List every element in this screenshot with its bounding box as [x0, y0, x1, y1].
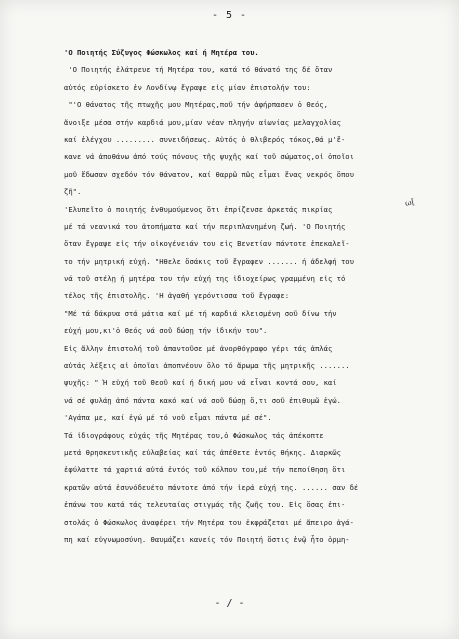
text-line: ἐφύλαττε τά χαρτιά αὐτά ἐντός τοῦ κόλπου του,μέ τήν πεποίθηση ὅτι [64, 465, 346, 475]
document-body [64, 44, 442, 548]
text-line: το τήν μητρική εὐχή. "Ηθελε ὅσάκις τοῦ ἔγραφεν ....... ή ἀδελφή του [64, 256, 354, 266]
handwritten-note: ω[ [404, 197, 416, 208]
text-line: ψυχῆς: " Ἡ εὐχή τοῦ Θεοῦ καί ή δική μου νά εἶναι κοντά σου, καί [64, 378, 337, 388]
text-line: ἐπάνω του κατά τάς τελευταίας στιγμάς τῆς ζωῆς του. Εἰς ὅσας ἐπι- [64, 500, 346, 510]
text-line: μοῦ ἔδωσαν σχεδόν τόν θάνατον, καί θαρρῶ πῶς εἶμαι ἕνας νεκρός ὅπου [64, 169, 354, 179]
text-line: αὐτός εὑρίσκετο ἐν Λονδίνῳ ἔγραψε εἰς μίαν ἐπιστολήν του: [64, 82, 311, 92]
text-line: τέλος τῆς ἐπιστολῆς. 'Η ἀγαθή γερόντισσα τοῦ ἔγραφε: [64, 291, 290, 301]
text-line: 'Ο Ποιητής ἐλάτρευε τή Μητέρα του, κατά τό θάνατό της δέ ὅταν [64, 65, 333, 75]
text-line: νά τοῦ στέλῃ ή μητέρα του τήν εὐχή της ἰδιοχείρως γραμμένη εἰς τό [64, 274, 346, 284]
text-line: ζῆ". [64, 187, 82, 197]
text-line: Τά ἰδιογράφους εὐχάς τῆς Μητέρας του,ὁ Φώσκωλος τάς ἀπέκοπτε [64, 430, 324, 440]
text-line: πη καί εὐγνωμοσύνη. Θαυμάζει κανείς τόν Ποιητή ὅστις ἐνῷ ἦτο ὁρμη- [64, 534, 350, 544]
text-line: ἄνοιξε μέσα στήν καρδιά μου,μίαν νέαν πληγήν αἰωνίας μελαγχολίας [64, 117, 341, 127]
text-line: στολάς ὁ Φώσκωλος ἀναφέρει τήν Μητέρα του ἐκφράζεται μέ ἄπειρο ἀγά- [64, 517, 354, 527]
page-footer-mark: - / - [214, 598, 245, 609]
text-line: εὐχή μου,κι'ὁ Θεός νά σοῦ δώσῃ τήν ἰδικήν του". [64, 326, 268, 336]
text-line: μετά θρησκευτικῆς εὐλαβείας καί τάς ἀπέθετε ἐντός θήκης. Διαρκῶς [64, 447, 341, 457]
text-line: 'Ελυπεῖτο ὁ ποιητής ἐνθυμούμενος ὅτι ἐπρίζενσε ἀρκετάς πικρίας [64, 204, 333, 214]
text-line: "Μέ τά δάκρυα στά μάτια καί μέ τή καρδιά κλεισμένη σοῦ δίνω τήν [64, 308, 337, 318]
section-title: 'Ο Ποιητής Σύζυγος Φώσκωλος καί ή Μητέρα του. [64, 48, 259, 57]
text-line: 'Αγάπα με, καί ἐγώ μέ τό νοῦ εἶμαι πάντα μέ σέ". [64, 413, 272, 423]
text-line: "'Ο θάνατος τῆς πτωχῆς μου Μητέρας,ποῦ τήν ἀφήρπασεν ὁ Θεός, [64, 100, 328, 110]
text-line: αὐτάς λέξεις αἱ ὁποῖαι ἀποπνέουν ὅλο τό ἄρωμα τῆς μητρικῆς ....... [64, 361, 350, 371]
text-line: Εἰς ἄλλην ἐπιστολή τοῦ ἀπαντοῦσε μέ ἀνορθόγραφο γέρι τάς ἁπλάς [64, 343, 333, 353]
text-line: καί ἐλέγχου ......... συνειδήσεως. Αὐτός ὁ θλιβερός τόκος,θά μ'ἔ- [64, 134, 346, 144]
text-line: μέ τά νεανικά του ἀτοπήματα καί τήν περιπλανημένη ζωή. 'Ο Ποιητής [64, 221, 346, 231]
text-line: κανε νά ἀποθάνω ἀπό τούς πόνους τῆς ψυχῆς καί τοῦ σώματος,οἱ ὁποῖοι [64, 152, 354, 162]
text-line: κρατῶν αὐτά ἐσυνόδευέτο πάντοτε ἀπό τήν ἱερά εὐχή της. ...... σαν δέ [64, 482, 359, 492]
text-line: νά σέ φυλάῃ ἀπό πάντα κακό καί νά σοῦ δώσῃ ὅ,τι σοῦ ἐπιθυμῶ ἐγώ. [64, 395, 341, 405]
page-number: - 5 - [211, 10, 248, 21]
text-line: ὅταν ἔγραψε εἰς τήν οἰκογένειάν του εἰς Βενετίαν πάντοτε ἐπεκαλεῖ- [64, 239, 350, 249]
